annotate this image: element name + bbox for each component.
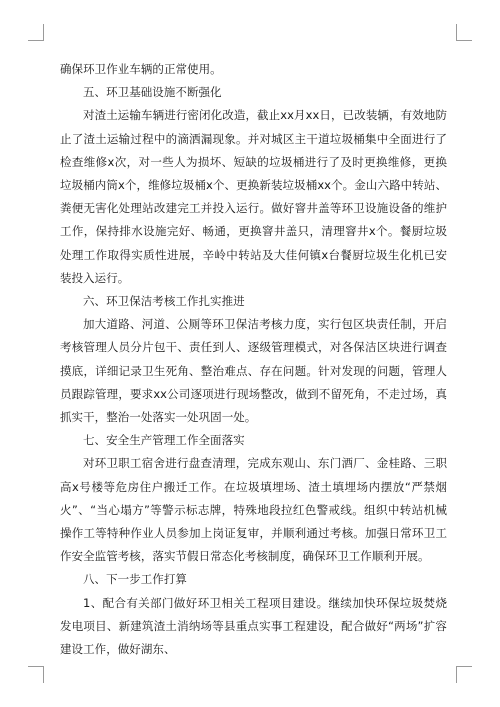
paragraph-next-steps: 1、配合有关部门做好环卫相关工程项目建设。继续加快环保垃圾焚烧发电项目、新建筑渣土消纳场等县重点实事工程建设，配合做好“两场”扩容建设工作，做好湖东、 bbox=[60, 595, 447, 657]
section-heading-7: 七、安全生产管理工作全面落实 bbox=[83, 433, 245, 448]
document-body bbox=[60, 58, 447, 661]
paragraph-safety-management: 对环卫职工宿舍进行盘查清理，完成东观山、东门酒厂、金桂路、三职高x号楼等危房住户搬迁工作。在垃圾填埋场、渣土填埋场内摆放“严禁烟火”、“当心塌方”等警示标志牌，特殊地段拉红色警戒线。组织中转站机械操作工等特种作业人员参加上岗证复审，并顺利通过考核。加强日常环卫工作安全监管考核，落实节假日常态化考核制度，确保环卫工作顺利开展。 bbox=[60, 456, 447, 564]
section-heading-6: 六、环卫保洁考核工作扎实推进 bbox=[83, 294, 245, 309]
paragraph-continuation: 确保环卫作业车辆的正常使用。 bbox=[60, 62, 222, 76]
paragraph-cleaning-assessment: 加大道路、河道、公厕等环卫保洁考核力度，实行包区块责任制，开启考核管理人员分片包干、责任到人、逐级管理模式，对各保洁区块进行调查摸底，详细记录卫生死角、整治难点、存在问题。针对发现的问题，管理人员跟踪管理，要求xx公司逐项进行现场整改，做到不留死角，不走过场，真抓实干，整治一处落实一处巩固一处。 bbox=[60, 317, 447, 425]
section-heading-5: 五、环卫基础设施不断强化 bbox=[83, 85, 222, 100]
section-heading-8: 八、下一步工作打算 bbox=[83, 572, 187, 587]
paragraph-infrastructure: 对渣土运输车辆进行密闭化改造，截止xx月xx日，已改装辆，有效地防止了渣土运输过程中的滴洒漏现象。并对城区主干道垃圾桶集中全面进行了检查维修x次，对一些人为损坏、短缺的垃圾桶进行了及时更换维修，更换垃圾桶内筒x个，维修垃圾桶x个、更换新装垃圾桶xx个。金山六路中转站、粪便无害化处理站改建完工并投入运行。做好窨井盖等环卫设施设备的维护工作，保持排水设施完好、畅通，更换窨井盖只，清理窨井x个。餐厨垃圾处理工作取得实质性进展，辛岭中转站及大佳何镇x台餐厨垃圾生化机已安装投入运行。 bbox=[60, 108, 447, 285]
